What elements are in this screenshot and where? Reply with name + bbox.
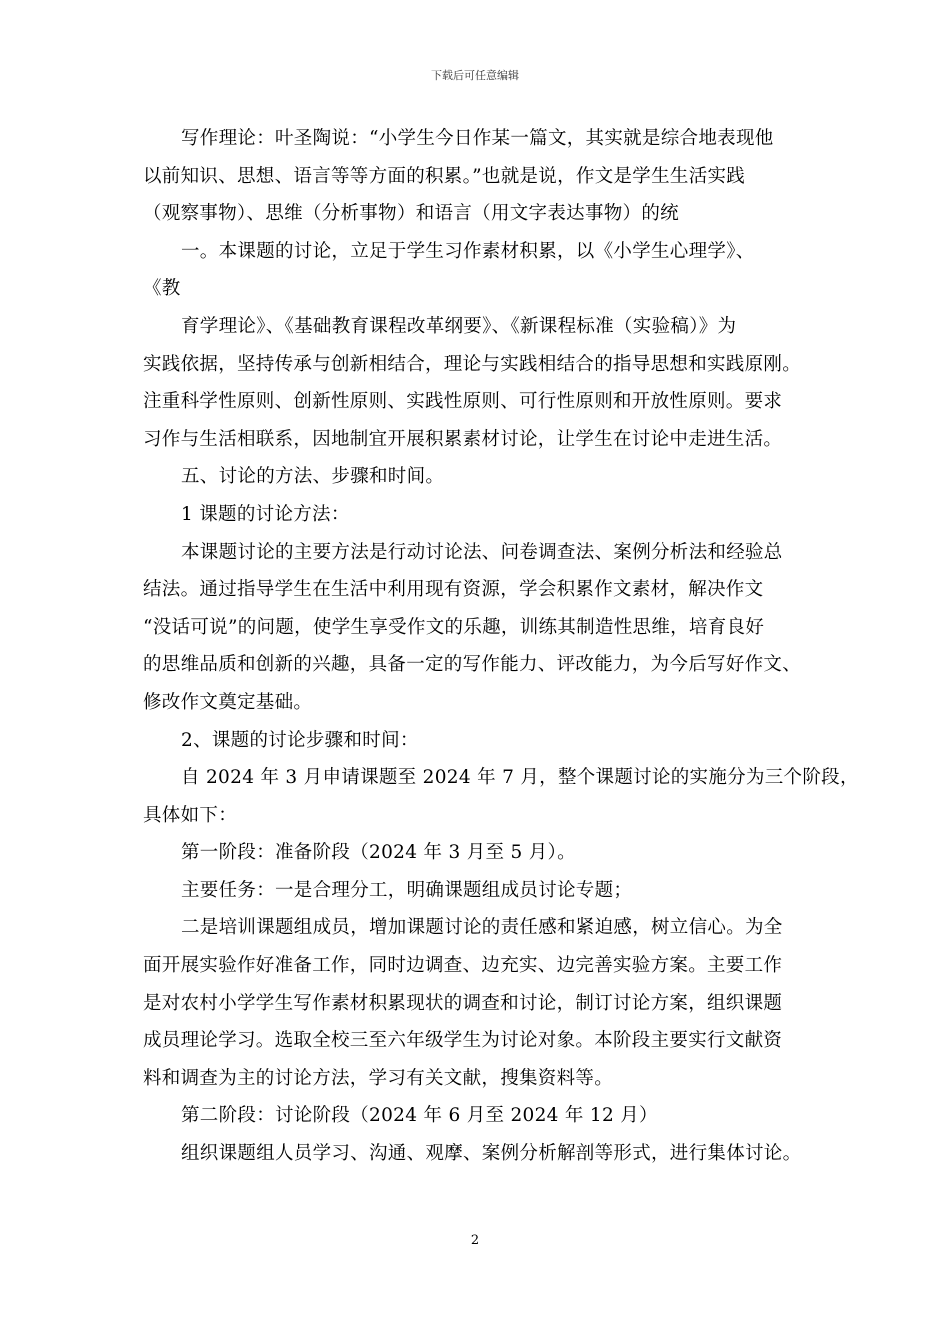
text-line: 结法。通过指导学生在生活中利用现有资源，学会积累作文素材，解决作文 bbox=[143, 579, 764, 601]
text-line: 修改作文奠定基础。 bbox=[143, 691, 313, 713]
text-line: 《教 bbox=[143, 278, 181, 300]
text-line: 具体如下： bbox=[143, 804, 238, 826]
text-line: 是对农村小学学生写作素材积累现状的调查和讨论，制订讨论方案，组织课题 bbox=[143, 992, 783, 1014]
page-number: 2 bbox=[470, 1233, 480, 1248]
text-line: “没话可说”的问题，使学生享受作文的乐趣，训练其制造性思维，培育良好 bbox=[143, 616, 765, 638]
text-line: 料和调查为主的讨论方法，学习有关文献，搜集资料等。 bbox=[143, 1067, 614, 1089]
document-body bbox=[143, 120, 859, 1173]
text-line: 成员理论学习。选取全校三至六年级学生为讨论对象。本阶段主要实行文献资 bbox=[143, 1030, 783, 1052]
text-line: 1 课题的讨论方法： bbox=[181, 503, 350, 525]
text-line: 习作与生活相联系，因地制宜开展积累素材讨论，让学生在讨论中走进生活。 bbox=[143, 428, 783, 450]
text-line: 第一阶段：准备阶段（2024 年 3 月至 5 月）。 bbox=[181, 842, 576, 864]
text-line: 五、讨论的方法、步骤和时间。 bbox=[181, 466, 445, 488]
text-line: 以前知识、思想、语言等等方面的积累。”也就是说，作文是学生生活实践 bbox=[143, 165, 746, 187]
text-line: 自 2024 年 3 月申请课题至 2024 年 7 月，整个课题讨论的实施分为三个阶段， bbox=[181, 767, 859, 789]
page-header-note: 下载后可任意编辑 bbox=[431, 69, 519, 82]
text-line: （观察事物）、思维（分析事物）和语言（用文字表达事物）的统 bbox=[143, 203, 679, 225]
text-line: 育学理论》、《基础教育课程改革纲要》、《新课程标准（实验稿）》为 bbox=[181, 315, 737, 337]
text-line: 第二阶段：讨论阶段（2024 年 6 月至 2024 年 12 月） bbox=[181, 1105, 658, 1127]
text-line: 实践依据，坚持传承与创新相结合，理论与实践相结合的指导思想和实践原刚。 bbox=[143, 353, 802, 375]
text-line: 面开展实验作好准备工作，同时边调查、边充实、边完善实验方案。主要工作 bbox=[143, 955, 783, 977]
text-line: 一。本课题的讨论，立足于学生习作素材积累，以《小学生心理学》、 bbox=[181, 240, 755, 262]
text-line: 注重科学性原则、创新性原则、实践性原则、可行性原则和开放性原则。要求 bbox=[143, 391, 783, 413]
text-line: 的思维品质和创新的兴趣，具备一定的写作能力、评改能力，为今后写好作文、 bbox=[143, 654, 802, 676]
text-line: 组织课题组人员学习、沟通、观摩、案例分析解剖等形式，进行集体讨论。 bbox=[181, 1143, 802, 1165]
text-line: 写作理论：叶圣陶说：“小学生今日作某一篇文，其实就是综合地表现他 bbox=[181, 128, 774, 149]
text-line: 本课题讨论的主要方法是行动讨论法、问卷调查法、案例分析法和经验总 bbox=[181, 541, 783, 563]
text-line: 2、课题的讨论步骤和时间： bbox=[181, 729, 419, 751]
text-line: 二是培训课题组成员，增加课题讨论的责任感和紧迫感，树立信心。为全 bbox=[181, 917, 783, 939]
text-line: 主要任务：一是合理分工，明确课题组成员讨论专题； bbox=[181, 879, 633, 901]
